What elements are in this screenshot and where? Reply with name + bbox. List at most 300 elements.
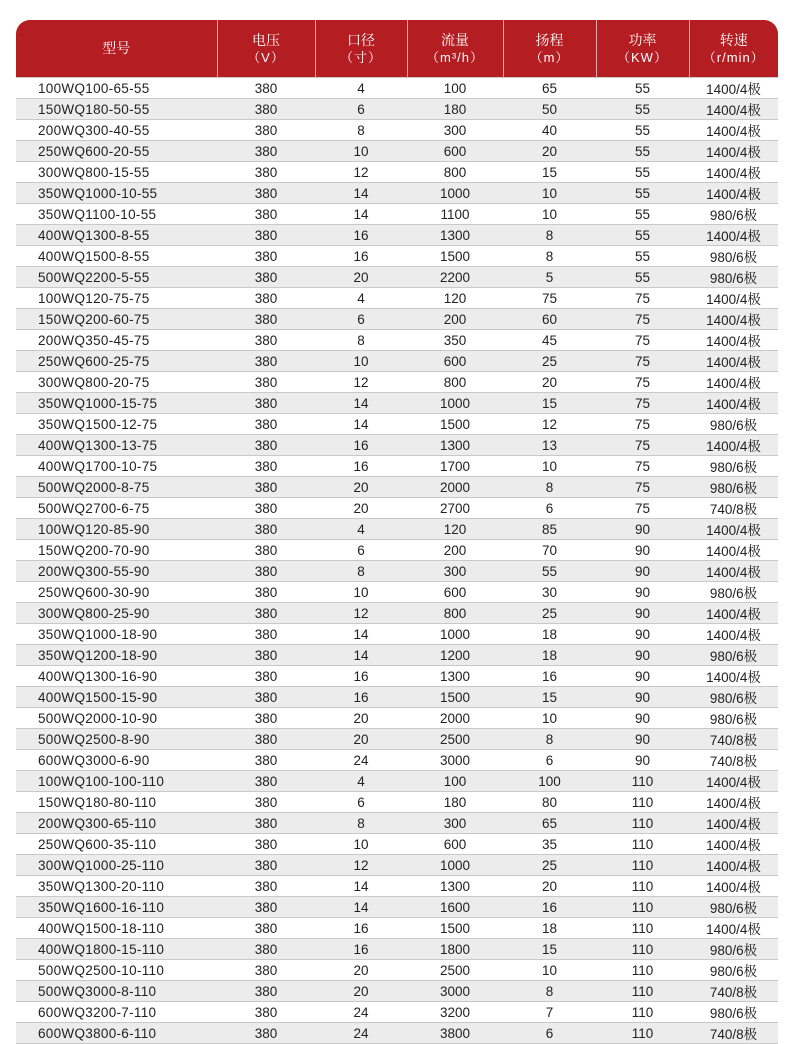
voltage-cell: 380 bbox=[217, 1002, 315, 1023]
power-cell: 90 bbox=[596, 750, 689, 771]
flow-cell: 1200 bbox=[407, 645, 503, 666]
model-cell: 350WQ1000-18-90 bbox=[16, 624, 217, 645]
head-cell: 18 bbox=[503, 918, 596, 939]
power-cell: 110 bbox=[596, 876, 689, 897]
speed-cell: 980/6极 bbox=[689, 414, 778, 435]
caliber-cell: 14 bbox=[315, 645, 407, 666]
head-cell: 8 bbox=[503, 729, 596, 750]
header-unit: （KW） bbox=[617, 49, 668, 65]
model-cell: 400WQ1800-15-110 bbox=[16, 939, 217, 960]
header-title: 型号 bbox=[102, 40, 131, 56]
head-cell: 8 bbox=[503, 477, 596, 498]
voltage-cell: 380 bbox=[217, 981, 315, 1002]
table-row bbox=[16, 78, 778, 99]
head-cell: 60 bbox=[503, 309, 596, 330]
head-cell: 55 bbox=[503, 561, 596, 582]
flow-cell: 1500 bbox=[407, 687, 503, 708]
head-cell: 70 bbox=[503, 540, 596, 561]
caliber-cell: 16 bbox=[315, 939, 407, 960]
speed-cell: 1400/4极 bbox=[689, 183, 778, 204]
speed-cell: 1400/4极 bbox=[689, 855, 778, 876]
caliber-cell: 20 bbox=[315, 960, 407, 981]
model-cell: 150WQ200-70-90 bbox=[16, 540, 217, 561]
speed-cell: 740/8极 bbox=[689, 498, 778, 519]
voltage-cell: 380 bbox=[217, 729, 315, 750]
model-cell: 600WQ3800-6-110 bbox=[16, 1023, 217, 1044]
voltage-cell: 380 bbox=[217, 477, 315, 498]
head-cell: 8 bbox=[503, 225, 596, 246]
table-row bbox=[16, 120, 778, 141]
table-row bbox=[16, 393, 778, 414]
table-row bbox=[16, 687, 778, 708]
power-cell: 55 bbox=[596, 78, 689, 99]
head-cell: 20 bbox=[503, 876, 596, 897]
caliber-cell: 16 bbox=[315, 666, 407, 687]
model-cell: 500WQ2000-10-90 bbox=[16, 708, 217, 729]
model-cell: 400WQ1300-16-90 bbox=[16, 666, 217, 687]
voltage-cell: 380 bbox=[217, 456, 315, 477]
voltage-cell: 380 bbox=[217, 960, 315, 981]
power-cell: 55 bbox=[596, 141, 689, 162]
head-cell: 25 bbox=[503, 351, 596, 372]
power-cell: 110 bbox=[596, 1002, 689, 1023]
head-cell: 25 bbox=[503, 855, 596, 876]
speed-cell: 1400/4极 bbox=[689, 771, 778, 792]
table-row bbox=[16, 330, 778, 351]
voltage-cell: 380 bbox=[217, 939, 315, 960]
caliber-cell: 8 bbox=[315, 120, 407, 141]
power-cell: 90 bbox=[596, 645, 689, 666]
flow-cell: 800 bbox=[407, 603, 503, 624]
caliber-cell: 10 bbox=[315, 141, 407, 162]
model-cell: 350WQ1200-18-90 bbox=[16, 645, 217, 666]
power-cell: 110 bbox=[596, 981, 689, 1002]
caliber-cell: 6 bbox=[315, 792, 407, 813]
caliber-cell: 20 bbox=[315, 498, 407, 519]
power-cell: 75 bbox=[596, 414, 689, 435]
table-row bbox=[16, 729, 778, 750]
flow-cell: 2000 bbox=[407, 708, 503, 729]
table-row bbox=[16, 561, 778, 582]
power-cell: 90 bbox=[596, 603, 689, 624]
flow-cell: 1300 bbox=[407, 225, 503, 246]
table-row bbox=[16, 666, 778, 687]
table-row bbox=[16, 267, 778, 288]
table-row bbox=[16, 624, 778, 645]
table-row bbox=[16, 582, 778, 603]
flow-cell: 800 bbox=[407, 162, 503, 183]
speed-cell: 980/6极 bbox=[689, 456, 778, 477]
power-cell: 75 bbox=[596, 393, 689, 414]
voltage-cell: 380 bbox=[217, 687, 315, 708]
table-row bbox=[16, 918, 778, 939]
power-cell: 110 bbox=[596, 897, 689, 918]
flow-cell: 300 bbox=[407, 561, 503, 582]
model-cell: 300WQ800-25-90 bbox=[16, 603, 217, 624]
table-row bbox=[16, 981, 778, 1002]
caliber-cell: 20 bbox=[315, 477, 407, 498]
power-cell: 55 bbox=[596, 162, 689, 183]
caliber-cell: 16 bbox=[315, 225, 407, 246]
flow-cell: 1100 bbox=[407, 204, 503, 225]
flow-cell: 1800 bbox=[407, 939, 503, 960]
speed-cell: 980/6极 bbox=[689, 687, 778, 708]
power-cell: 90 bbox=[596, 687, 689, 708]
table-row bbox=[16, 204, 778, 225]
model-cell: 350WQ1000-15-75 bbox=[16, 393, 217, 414]
caliber-cell: 14 bbox=[315, 414, 407, 435]
header-flow bbox=[407, 20, 503, 78]
head-cell: 10 bbox=[503, 960, 596, 981]
pump-spec-table bbox=[16, 20, 778, 1044]
flow-cell: 2200 bbox=[407, 267, 503, 288]
header-unit: （寸） bbox=[339, 49, 382, 65]
table-row bbox=[16, 960, 778, 981]
caliber-cell: 4 bbox=[315, 78, 407, 99]
speed-cell: 1400/4极 bbox=[689, 834, 778, 855]
header-head bbox=[503, 20, 596, 78]
caliber-cell: 4 bbox=[315, 519, 407, 540]
voltage-cell: 380 bbox=[217, 246, 315, 267]
speed-cell: 1400/4极 bbox=[689, 603, 778, 624]
table-row bbox=[16, 498, 778, 519]
voltage-cell: 380 bbox=[217, 540, 315, 561]
speed-cell: 980/6极 bbox=[689, 1002, 778, 1023]
flow-cell: 600 bbox=[407, 582, 503, 603]
power-cell: 75 bbox=[596, 456, 689, 477]
power-cell: 55 bbox=[596, 99, 689, 120]
flow-cell: 200 bbox=[407, 309, 503, 330]
flow-cell: 800 bbox=[407, 372, 503, 393]
head-cell: 65 bbox=[503, 813, 596, 834]
power-cell: 90 bbox=[596, 666, 689, 687]
flow-cell: 300 bbox=[407, 120, 503, 141]
caliber-cell: 10 bbox=[315, 582, 407, 603]
model-cell: 200WQ300-55-90 bbox=[16, 561, 217, 582]
table-row bbox=[16, 792, 778, 813]
head-cell: 80 bbox=[503, 792, 596, 813]
head-cell: 65 bbox=[503, 78, 596, 99]
model-cell: 300WQ800-15-55 bbox=[16, 162, 217, 183]
speed-cell: 1400/4极 bbox=[689, 78, 778, 99]
speed-cell: 1400/4极 bbox=[689, 393, 778, 414]
table-row bbox=[16, 855, 778, 876]
model-cell: 250WQ600-30-90 bbox=[16, 582, 217, 603]
caliber-cell: 16 bbox=[315, 435, 407, 456]
caliber-cell: 24 bbox=[315, 1023, 407, 1044]
header-caliber bbox=[315, 20, 407, 78]
head-cell: 13 bbox=[503, 435, 596, 456]
power-cell: 55 bbox=[596, 120, 689, 141]
model-cell: 400WQ1300-13-75 bbox=[16, 435, 217, 456]
header-title: 流量 bbox=[441, 31, 469, 48]
voltage-cell: 380 bbox=[217, 603, 315, 624]
head-cell: 18 bbox=[503, 645, 596, 666]
table-row bbox=[16, 99, 778, 120]
table-row bbox=[16, 519, 778, 540]
head-cell: 8 bbox=[503, 981, 596, 1002]
voltage-cell: 380 bbox=[217, 666, 315, 687]
header-unit: （m） bbox=[529, 49, 570, 65]
header-title: 功率 bbox=[628, 31, 657, 48]
flow-cell: 120 bbox=[407, 519, 503, 540]
model-cell: 400WQ1500-15-90 bbox=[16, 687, 217, 708]
power-cell: 110 bbox=[596, 813, 689, 834]
header-unit: （m³/h） bbox=[425, 49, 484, 65]
header-title: 口径 bbox=[347, 31, 375, 48]
speed-cell: 980/6极 bbox=[689, 960, 778, 981]
head-cell: 30 bbox=[503, 582, 596, 603]
flow-cell: 1000 bbox=[407, 393, 503, 414]
model-cell: 500WQ2500-8-90 bbox=[16, 729, 217, 750]
flow-cell: 1000 bbox=[407, 855, 503, 876]
model-cell: 150WQ180-50-55 bbox=[16, 99, 217, 120]
voltage-cell: 380 bbox=[217, 876, 315, 897]
head-cell: 10 bbox=[503, 204, 596, 225]
voltage-cell: 380 bbox=[217, 750, 315, 771]
model-cell: 400WQ1500-18-110 bbox=[16, 918, 217, 939]
power-cell: 90 bbox=[596, 624, 689, 645]
head-cell: 7 bbox=[503, 1002, 596, 1023]
header-row bbox=[16, 20, 778, 78]
flow-cell: 1300 bbox=[407, 666, 503, 687]
speed-cell: 1400/4极 bbox=[689, 666, 778, 687]
voltage-cell: 380 bbox=[217, 309, 315, 330]
speed-cell: 1400/4极 bbox=[689, 813, 778, 834]
speed-cell: 1400/4极 bbox=[689, 351, 778, 372]
flow-cell: 1300 bbox=[407, 435, 503, 456]
caliber-cell: 4 bbox=[315, 288, 407, 309]
caliber-cell: 20 bbox=[315, 267, 407, 288]
model-cell: 500WQ2700-6-75 bbox=[16, 498, 217, 519]
flow-cell: 300 bbox=[407, 813, 503, 834]
voltage-cell: 380 bbox=[217, 645, 315, 666]
model-cell: 100WQ100-65-55 bbox=[16, 78, 217, 99]
table-row bbox=[16, 162, 778, 183]
model-cell: 300WQ800-20-75 bbox=[16, 372, 217, 393]
head-cell: 20 bbox=[503, 372, 596, 393]
voltage-cell: 380 bbox=[217, 372, 315, 393]
caliber-cell: 24 bbox=[315, 1002, 407, 1023]
table-row bbox=[16, 225, 778, 246]
speed-cell: 980/6极 bbox=[689, 708, 778, 729]
caliber-cell: 16 bbox=[315, 456, 407, 477]
header-title: 电压 bbox=[252, 31, 280, 48]
flow-cell: 180 bbox=[407, 792, 503, 813]
power-cell: 75 bbox=[596, 477, 689, 498]
caliber-cell: 16 bbox=[315, 246, 407, 267]
flow-cell: 1500 bbox=[407, 246, 503, 267]
flow-cell: 120 bbox=[407, 288, 503, 309]
speed-cell: 980/6极 bbox=[689, 204, 778, 225]
head-cell: 20 bbox=[503, 141, 596, 162]
flow-cell: 2000 bbox=[407, 477, 503, 498]
caliber-cell: 20 bbox=[315, 981, 407, 1002]
model-cell: 400WQ1300-8-55 bbox=[16, 225, 217, 246]
voltage-cell: 380 bbox=[217, 78, 315, 99]
caliber-cell: 16 bbox=[315, 918, 407, 939]
flow-cell: 2500 bbox=[407, 960, 503, 981]
table-row bbox=[16, 540, 778, 561]
model-cell: 600WQ3200-7-110 bbox=[16, 1002, 217, 1023]
header-speed bbox=[689, 20, 778, 78]
head-cell: 75 bbox=[503, 288, 596, 309]
caliber-cell: 8 bbox=[315, 330, 407, 351]
header-unit: （r/min） bbox=[702, 49, 765, 65]
speed-cell: 1400/4极 bbox=[689, 540, 778, 561]
header-title: 转速 bbox=[719, 31, 748, 48]
voltage-cell: 380 bbox=[217, 225, 315, 246]
power-cell: 75 bbox=[596, 435, 689, 456]
caliber-cell: 10 bbox=[315, 351, 407, 372]
flow-cell: 180 bbox=[407, 99, 503, 120]
voltage-cell: 380 bbox=[217, 99, 315, 120]
head-cell: 85 bbox=[503, 519, 596, 540]
speed-cell: 740/8极 bbox=[689, 981, 778, 1002]
speed-cell: 1400/4极 bbox=[689, 519, 778, 540]
table-header bbox=[16, 20, 778, 78]
speed-cell: 1400/4极 bbox=[689, 561, 778, 582]
table-row bbox=[16, 1002, 778, 1023]
voltage-cell: 380 bbox=[217, 183, 315, 204]
speed-cell: 1400/4极 bbox=[689, 918, 778, 939]
model-cell: 500WQ2500-10-110 bbox=[16, 960, 217, 981]
caliber-cell: 14 bbox=[315, 183, 407, 204]
model-cell: 350WQ1000-10-55 bbox=[16, 183, 217, 204]
speed-cell: 1400/4极 bbox=[689, 162, 778, 183]
table-body bbox=[16, 78, 778, 1044]
power-cell: 75 bbox=[596, 351, 689, 372]
caliber-cell: 6 bbox=[315, 309, 407, 330]
header-unit: （V） bbox=[247, 49, 285, 65]
table-row bbox=[16, 897, 778, 918]
flow-cell: 1500 bbox=[407, 414, 503, 435]
power-cell: 75 bbox=[596, 372, 689, 393]
table-row bbox=[16, 414, 778, 435]
head-cell: 6 bbox=[503, 750, 596, 771]
flow-cell: 1500 bbox=[407, 918, 503, 939]
voltage-cell: 380 bbox=[217, 1023, 315, 1044]
head-cell: 15 bbox=[503, 939, 596, 960]
power-cell: 110 bbox=[596, 1023, 689, 1044]
power-cell: 110 bbox=[596, 771, 689, 792]
model-cell: 150WQ180-80-110 bbox=[16, 792, 217, 813]
voltage-cell: 380 bbox=[217, 813, 315, 834]
model-cell: 250WQ600-20-55 bbox=[16, 141, 217, 162]
flow-cell: 3000 bbox=[407, 750, 503, 771]
head-cell: 25 bbox=[503, 603, 596, 624]
power-cell: 110 bbox=[596, 855, 689, 876]
flow-cell: 100 bbox=[407, 78, 503, 99]
power-cell: 110 bbox=[596, 918, 689, 939]
speed-cell: 1400/4极 bbox=[689, 309, 778, 330]
model-cell: 200WQ300-65-110 bbox=[16, 813, 217, 834]
head-cell: 45 bbox=[503, 330, 596, 351]
speed-cell: 1400/4极 bbox=[689, 372, 778, 393]
head-cell: 12 bbox=[503, 414, 596, 435]
model-cell: 400WQ1500-8-55 bbox=[16, 246, 217, 267]
voltage-cell: 380 bbox=[217, 918, 315, 939]
table-row bbox=[16, 477, 778, 498]
speed-cell: 980/6极 bbox=[689, 939, 778, 960]
model-cell: 150WQ200-60-75 bbox=[16, 309, 217, 330]
flow-cell: 3000 bbox=[407, 981, 503, 1002]
power-cell: 55 bbox=[596, 267, 689, 288]
speed-cell: 980/6极 bbox=[689, 477, 778, 498]
header-model bbox=[16, 20, 217, 78]
power-cell: 75 bbox=[596, 309, 689, 330]
caliber-cell: 20 bbox=[315, 729, 407, 750]
flow-cell: 1000 bbox=[407, 624, 503, 645]
speed-cell: 980/6极 bbox=[689, 645, 778, 666]
voltage-cell: 380 bbox=[217, 855, 315, 876]
speed-cell: 1400/4极 bbox=[689, 120, 778, 141]
caliber-cell: 10 bbox=[315, 834, 407, 855]
head-cell: 15 bbox=[503, 162, 596, 183]
caliber-cell: 12 bbox=[315, 855, 407, 876]
model-cell: 100WQ100-100-110 bbox=[16, 771, 217, 792]
flow-cell: 600 bbox=[407, 351, 503, 372]
caliber-cell: 14 bbox=[315, 393, 407, 414]
caliber-cell: 8 bbox=[315, 813, 407, 834]
flow-cell: 200 bbox=[407, 540, 503, 561]
table-row bbox=[16, 939, 778, 960]
voltage-cell: 380 bbox=[217, 708, 315, 729]
flow-cell: 2700 bbox=[407, 498, 503, 519]
caliber-cell: 20 bbox=[315, 708, 407, 729]
head-cell: 50 bbox=[503, 99, 596, 120]
voltage-cell: 380 bbox=[217, 561, 315, 582]
power-cell: 90 bbox=[596, 540, 689, 561]
power-cell: 75 bbox=[596, 330, 689, 351]
power-cell: 55 bbox=[596, 225, 689, 246]
head-cell: 6 bbox=[503, 498, 596, 519]
voltage-cell: 380 bbox=[217, 267, 315, 288]
power-cell: 110 bbox=[596, 939, 689, 960]
table-row bbox=[16, 813, 778, 834]
table-row bbox=[16, 309, 778, 330]
model-cell: 600WQ3000-6-90 bbox=[16, 750, 217, 771]
speed-cell: 1400/4极 bbox=[689, 99, 778, 120]
head-cell: 40 bbox=[503, 120, 596, 141]
flow-cell: 1000 bbox=[407, 183, 503, 204]
head-cell: 10 bbox=[503, 183, 596, 204]
flow-cell: 1300 bbox=[407, 876, 503, 897]
power-cell: 90 bbox=[596, 708, 689, 729]
head-cell: 5 bbox=[503, 267, 596, 288]
table-row bbox=[16, 1023, 778, 1044]
head-cell: 16 bbox=[503, 897, 596, 918]
caliber-cell: 14 bbox=[315, 204, 407, 225]
header-power bbox=[596, 20, 689, 78]
caliber-cell: 14 bbox=[315, 897, 407, 918]
table-row bbox=[16, 456, 778, 477]
table-row bbox=[16, 645, 778, 666]
speed-cell: 980/6极 bbox=[689, 246, 778, 267]
power-cell: 90 bbox=[596, 582, 689, 603]
table-row bbox=[16, 372, 778, 393]
speed-cell: 980/6极 bbox=[689, 897, 778, 918]
power-cell: 75 bbox=[596, 498, 689, 519]
header-voltage bbox=[217, 20, 315, 78]
power-cell: 90 bbox=[596, 519, 689, 540]
speed-cell: 1400/4极 bbox=[689, 876, 778, 897]
caliber-cell: 6 bbox=[315, 99, 407, 120]
caliber-cell: 12 bbox=[315, 372, 407, 393]
voltage-cell: 380 bbox=[217, 162, 315, 183]
head-cell: 16 bbox=[503, 666, 596, 687]
model-cell: 350WQ1100-10-55 bbox=[16, 204, 217, 225]
